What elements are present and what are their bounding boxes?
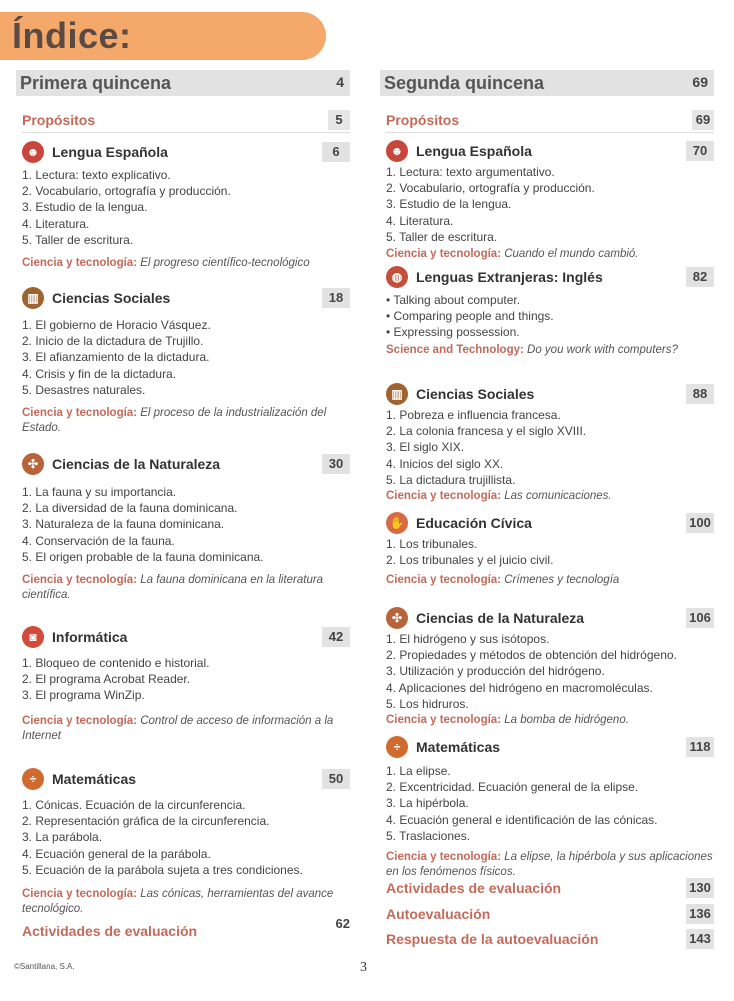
cyt-label: Ciencia y tecnología: <box>22 574 138 587</box>
section-items <box>386 407 714 488</box>
list-item: 5. Traslaciones. <box>386 828 471 843</box>
section-title: Matemáticas <box>52 771 137 787</box>
section-items <box>386 536 714 568</box>
list-item: 5. Taller de escritura. <box>386 229 498 244</box>
section-page: 42 <box>322 627 350 647</box>
section-title: Ciencias Sociales <box>416 386 535 402</box>
cyt-line <box>386 850 714 880</box>
end-label: Actividades de evaluación <box>22 923 198 939</box>
end-label: Respuesta de la autoevaluación <box>386 931 599 947</box>
quincena-page: 69 <box>692 74 708 90</box>
list-item: • Expressing possession. <box>386 325 520 340</box>
cyt-line <box>386 343 714 358</box>
list-item: 2. Representación gráfica de la circunferencia. <box>22 814 270 829</box>
cyt-line <box>22 406 350 436</box>
list-item: 3. Estudio de la lengua. <box>22 200 148 215</box>
cyt-label: Ciencia y tecnología: <box>386 851 502 864</box>
section-ciencias-naturaleza <box>386 607 714 728</box>
section-page: 18 <box>322 288 350 308</box>
cyt-text: Cuando el mundo cambió. <box>504 248 639 261</box>
propositos-label: Propósitos <box>386 112 460 128</box>
cyt-line <box>22 573 350 603</box>
cyt-text: Las cónicas, herramientas del avance tecnológico. <box>22 888 334 916</box>
list-item: • Talking about computer. <box>386 293 521 307</box>
list-item: 3. La hipérbola. <box>386 796 469 811</box>
list-item: 2. Excentricidad. Ecuación general de la elipse. <box>386 780 639 795</box>
end-page: 62 <box>335 916 350 931</box>
section-items <box>22 484 350 565</box>
section-items <box>22 167 350 248</box>
section-page: 88 <box>686 384 714 404</box>
cyt-label: Ciencia y tecnología: <box>386 714 502 727</box>
section-items <box>386 164 714 245</box>
section-ciencias-naturaleza <box>22 453 350 603</box>
section-page: 70 <box>686 141 714 161</box>
list-item: 3. El afianzamiento de la dictadura. <box>22 350 210 365</box>
cyt-line <box>386 489 714 504</box>
list-item: 4. Crisis y fin de la dictadura. <box>22 366 177 381</box>
list-item: 3. Estudio de la lengua. <box>386 197 512 212</box>
cyt-text: La bomba de hidrógeno. <box>504 714 629 727</box>
speech-icon: ☻ <box>386 140 408 162</box>
list-item: 1. La elipse. <box>386 764 451 778</box>
end-label: Actividades de evaluación <box>386 880 562 896</box>
section-title: Matemáticas <box>416 739 501 755</box>
propositos-row-left <box>22 110 350 133</box>
cyt-line <box>22 714 350 744</box>
section-page: 82 <box>686 267 714 287</box>
list-item: 1. Pobreza e influencia francesa. <box>386 408 561 422</box>
cyt-text: Las comunicaciones. <box>504 490 612 503</box>
handshake-icon: ✋ <box>386 512 408 534</box>
cyt-label: Ciencia y tecnología: <box>386 490 502 503</box>
section-items <box>386 292 714 341</box>
cyt-label: Ciencia y tecnología: <box>386 248 502 261</box>
temple-icon: ▥ <box>386 383 408 405</box>
list-item: 5. Taller de escritura. <box>22 232 134 247</box>
list-item: 4. Aplicaciones del hidrógeno en macromoléculas. <box>386 680 653 695</box>
section-ingles <box>386 266 714 358</box>
propositos-page: 69 <box>692 110 714 130</box>
cyt-line <box>386 573 714 588</box>
respuesta-row <box>386 928 714 950</box>
list-item: 1. Lectura: texto argumentativo. <box>386 165 555 179</box>
microscope-icon: ✣ <box>22 453 44 475</box>
page-number: 3 <box>360 960 367 975</box>
list-item: 3. Utilización y producción del hidrógeno. <box>386 664 605 679</box>
microscope-icon: ✣ <box>386 607 408 629</box>
section-page: 6 <box>322 142 350 162</box>
list-item: 2. La colonia francesa y el siglo XVIII. <box>386 424 587 439</box>
list-item: 1. Los tribunales. <box>386 537 478 551</box>
list-item: 3. El siglo XIX. <box>386 440 465 455</box>
section-page: 30 <box>322 454 350 474</box>
section-items <box>386 631 714 712</box>
list-item: 5. El origen probable de la fauna dominicana. <box>22 549 264 564</box>
section-page: 106 <box>686 608 714 628</box>
cyt-label: Ciencia y tecnología: <box>22 714 138 727</box>
section-ciencias-sociales <box>386 383 714 504</box>
list-item: 4. Literatura. <box>22 216 90 231</box>
list-item: 2. Vocabulario, ortografía y producción. <box>22 184 231 199</box>
list-item: 4. Literatura. <box>386 213 454 228</box>
math-icon: ÷ <box>22 768 44 790</box>
page-title: Índice: <box>12 15 132 56</box>
list-item: 1. El hidrógeno y sus isótopos. <box>386 632 550 646</box>
cyt-label: Ciencia y tecnología: <box>22 407 138 420</box>
cyt-line <box>386 713 714 728</box>
copyright: ©Santillana, S.A. <box>14 962 75 971</box>
list-item: 5. La dictadura trujillista. <box>386 472 516 487</box>
section-title: Lengua Española <box>52 144 168 160</box>
list-item: 4. Conservación de la fauna. <box>22 533 175 548</box>
section-title: Ciencias de la Naturaleza <box>52 456 221 472</box>
section-lengua-espanola <box>386 140 714 262</box>
cyt-text: El progreso científico-tecnológico <box>140 257 310 270</box>
cyt-label: Ciencia y tecnología: <box>386 574 502 587</box>
end-label: Autoevaluación <box>386 906 491 922</box>
section-educacion-civica <box>386 512 714 588</box>
list-item: 1. Bloqueo de contenido e historial. <box>22 656 210 670</box>
cyt-text: Crímenes y tecnología <box>504 574 620 587</box>
quincena-label: Segunda quincena <box>384 73 545 93</box>
list-item: 1. La fauna y su importancia. <box>22 485 177 499</box>
actividades-row-left <box>22 916 350 942</box>
section-title: Ciencias de la Naturaleza <box>416 610 585 626</box>
index-title-bar <box>0 12 326 60</box>
list-item: 1. El gobierno de Horacio Vásquez. <box>22 318 211 332</box>
propositos-label: Propósitos <box>22 112 96 128</box>
quincena-header-right <box>380 70 714 96</box>
cyt-text: Control de acceso de información a la Internet <box>22 714 334 742</box>
section-page: 118 <box>686 737 714 757</box>
list-item: 2. Los tribunales y el juicio civil. <box>386 553 554 568</box>
cyt-line <box>22 256 350 271</box>
list-item: 4. Inicios del siglo XX. <box>386 456 504 471</box>
cyt-text: Do you work with computers? <box>527 343 678 356</box>
list-item: 1. Lectura: texto explicativo. <box>22 168 171 182</box>
section-informatica <box>22 626 350 744</box>
list-item: 3. El programa WinZip. <box>22 688 145 703</box>
propositos-row-right <box>386 110 714 133</box>
computer-icon: ◙ <box>22 626 44 648</box>
list-item: 4. Ecuación general de la parábola. <box>22 846 211 861</box>
section-title: Ciencias Sociales <box>52 290 171 306</box>
section-title: Informática <box>52 629 128 645</box>
section-items <box>22 655 350 704</box>
section-items <box>386 763 714 844</box>
section-title: Educación Cívica <box>416 515 532 531</box>
quincena-header-left <box>16 70 350 96</box>
list-item: 3. Naturaleza de la fauna dominicana. <box>22 517 225 532</box>
section-lengua-espanola <box>22 141 350 271</box>
cyt-label: Ciencia y tecnología: <box>22 257 138 270</box>
section-items <box>22 797 350 878</box>
end-page: 143 <box>686 929 714 949</box>
cyt-line <box>386 247 714 262</box>
speech-icon: ☻ <box>22 141 44 163</box>
quincena-label: Primera quincena <box>20 73 172 93</box>
list-item: 1. Cónicas. Ecuación de la circunferencia. <box>22 798 246 812</box>
list-item: 4. Ecuación general e identificación de las cónicas. <box>386 812 658 827</box>
section-title: Lengua Española <box>416 143 532 159</box>
list-item: 5. Los hidruros. <box>386 696 469 711</box>
section-title: Lenguas Extranjeras: Inglés <box>416 269 603 285</box>
list-item: 5. Ecuación de la parábola sujeta a tres condiciones. <box>22 862 303 877</box>
cyt-line <box>22 887 350 917</box>
section-page: 100 <box>686 513 714 533</box>
section-matematicas <box>386 736 714 880</box>
propositos-page: 5 <box>328 110 350 130</box>
section-ciencias-sociales <box>22 287 350 436</box>
list-item: • Comparing people and things. <box>386 309 554 324</box>
cyt-label: Science and Technology: <box>386 343 524 356</box>
end-page: 136 <box>686 904 714 924</box>
cyt-text: La elipse, la hipérbola y sus aplicaciones en los fenómenos físicos. <box>386 851 713 879</box>
temple-icon: ▥ <box>22 287 44 309</box>
list-item: 5. Desastres naturales. <box>22 382 146 397</box>
globe-icon: ◍ <box>386 266 408 288</box>
list-item: 2. El programa Acrobat Reader. <box>22 672 191 687</box>
end-page: 130 <box>686 878 714 898</box>
cyt-text: El proceso de la industrialización del Estado. <box>22 407 327 435</box>
autoevaluacion-row <box>386 903 714 925</box>
list-item: 3. La parábola. <box>22 830 103 845</box>
math-icon: ÷ <box>386 736 408 758</box>
list-item: 2. Vocabulario, ortografía y producción. <box>386 181 595 196</box>
section-items <box>22 317 350 398</box>
quincena-page: 4 <box>336 74 344 90</box>
section-page: 50 <box>322 769 350 789</box>
list-item: 2. Inicio de la dictadura de Trujillo. <box>22 334 204 349</box>
cyt-text: La fauna dominicana en la literatura científica. <box>22 574 324 602</box>
cyt-label: Ciencia y tecnología: <box>22 888 138 901</box>
section-matematicas <box>22 768 350 917</box>
list-item: 2. Propiedades y métodos de obtención del hidrógeno. <box>386 648 677 663</box>
list-item: 2. La diversidad de la fauna dominicana. <box>22 501 238 516</box>
actividades-row-right <box>386 877 714 899</box>
